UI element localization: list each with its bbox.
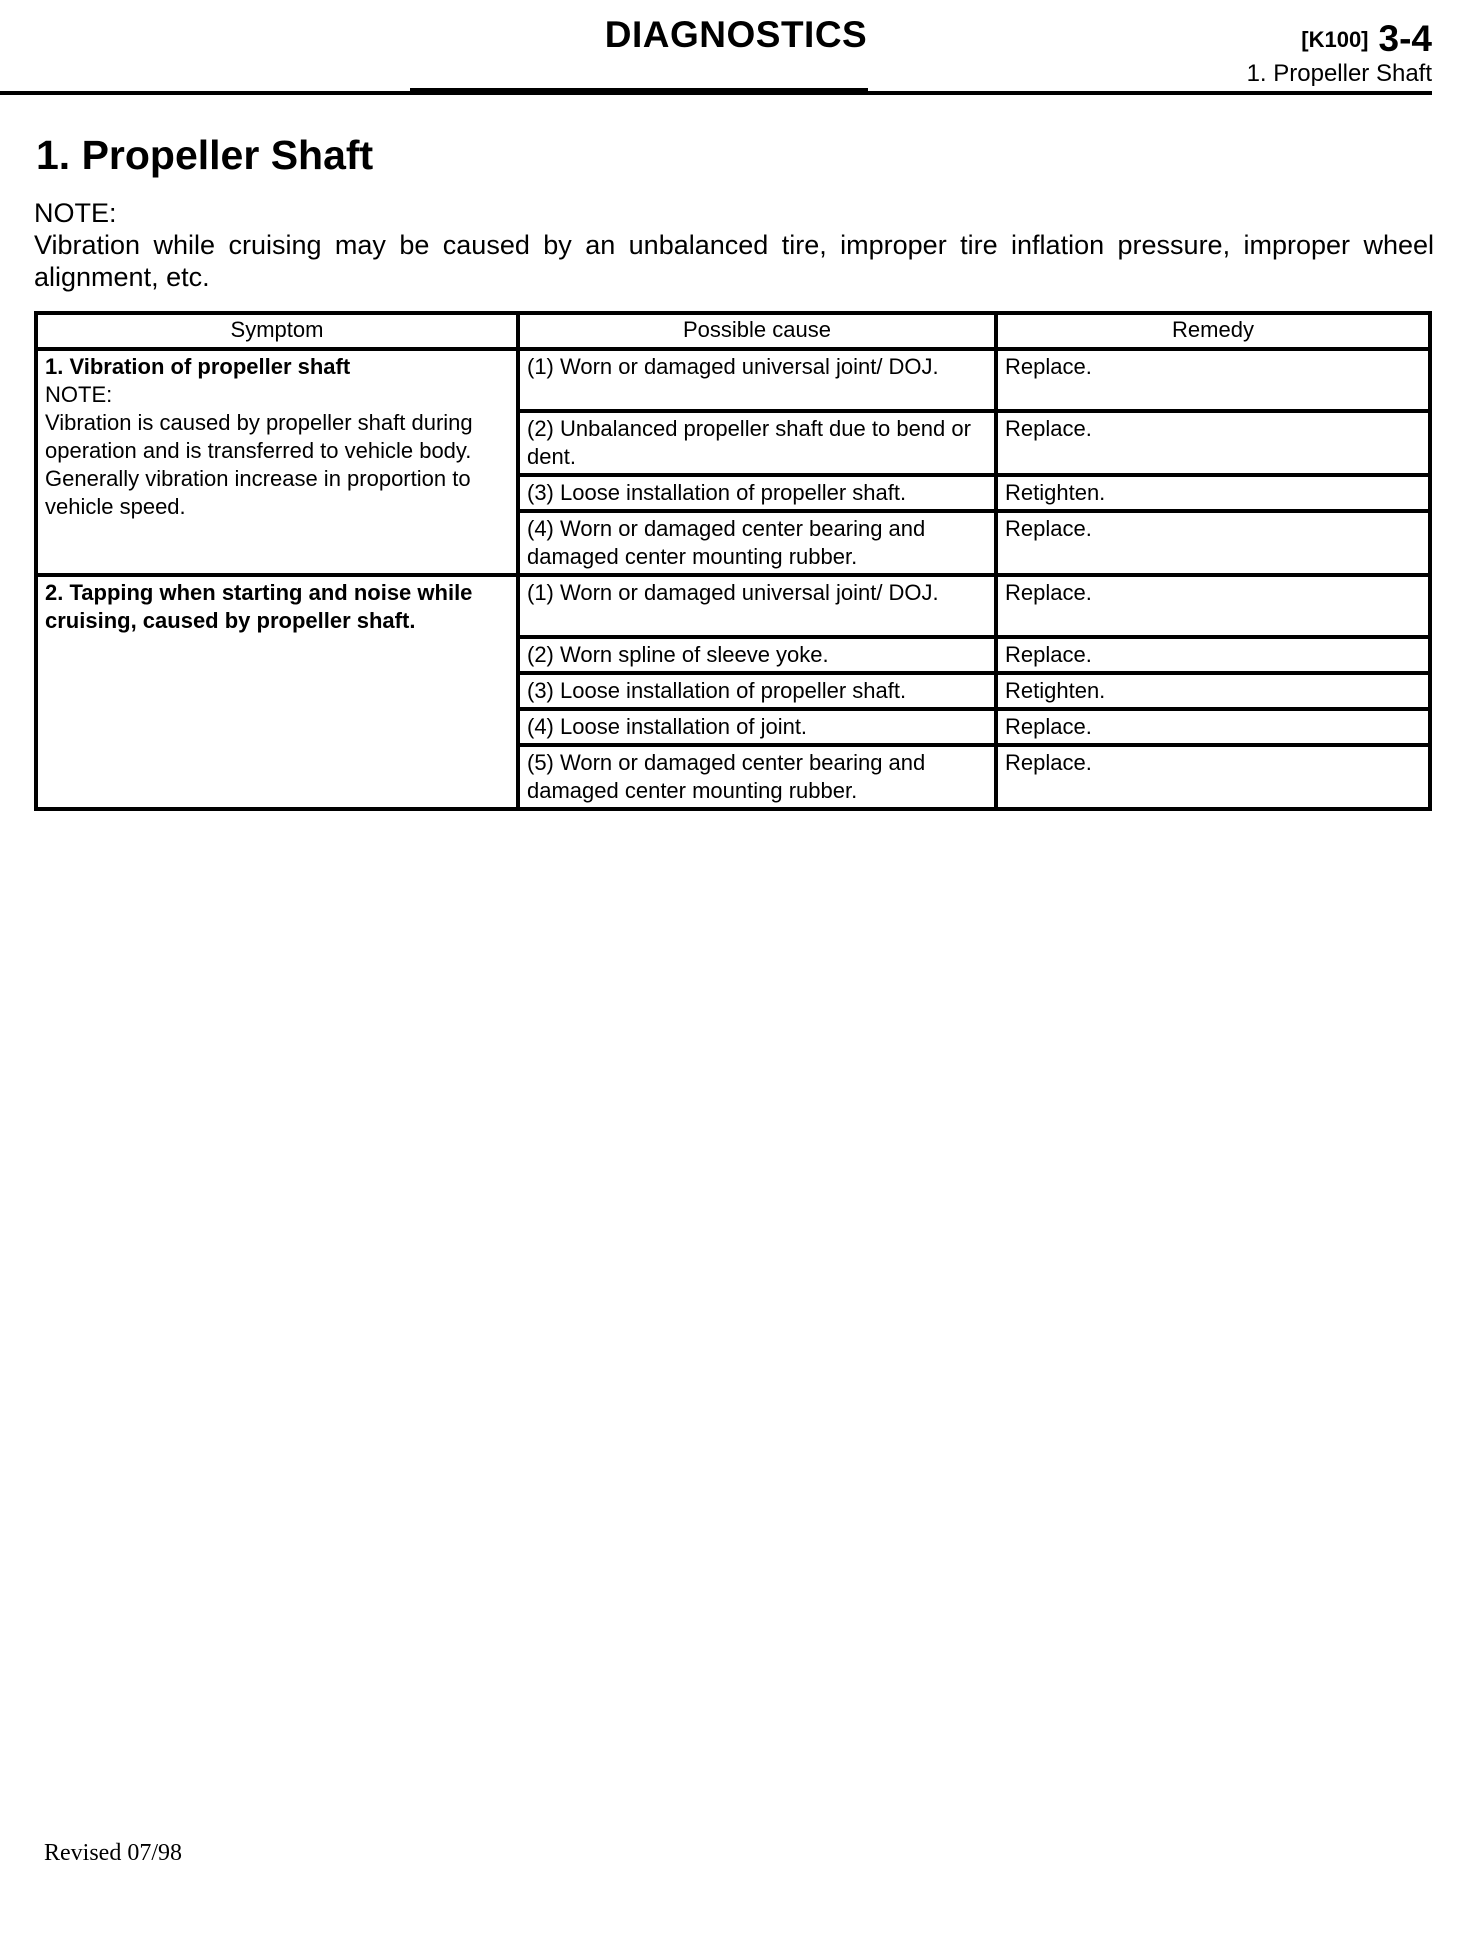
remedy-cell: Retighten.	[996, 673, 1430, 709]
remedy-cell: Replace.	[996, 637, 1430, 673]
cause-header: Possible cause	[518, 313, 996, 349]
cause-cell: (4) Worn or damaged center bearing and damaged center mounting rubber.	[518, 511, 996, 575]
note-label: NOTE:	[34, 198, 117, 228]
remedy-cell: Replace.	[996, 745, 1430, 809]
subsection-label: 1. Propeller Shaft	[1246, 60, 1432, 87]
symptom-note-label: NOTE:	[45, 382, 113, 407]
table-row	[36, 349, 1430, 411]
symptom-header: Symptom	[36, 313, 518, 349]
note-block	[34, 197, 1434, 293]
symptom-cell	[36, 349, 518, 575]
revision-footer: Revised 07/98	[44, 1840, 182, 1866]
note-text: Vibration while cruising may be caused by an unbalanced tire, improper tire inflation pressure, improper wheel alignment, etc.	[34, 230, 1434, 292]
page-number: 3-4	[1378, 18, 1432, 59]
remedy-cell: Replace.	[996, 575, 1430, 637]
remedy-cell: Replace.	[996, 511, 1430, 575]
cause-cell: (4) Loose installation of joint.	[518, 709, 996, 745]
remedy-cell: Replace.	[996, 349, 1430, 411]
page-title: 1. Propeller Shaft	[36, 132, 374, 178]
cause-cell: (1) Worn or damaged universal joint/ DOJ.	[518, 575, 996, 637]
model-code: [K100]	[1301, 27, 1369, 52]
table-row	[36, 575, 1430, 637]
cause-cell: (2) Unbalanced propeller shaft due to bend or dent.	[518, 411, 996, 475]
symptom-title: 1. Vibration of propeller shaft	[45, 354, 351, 379]
cause-cell: (5) Worn or damaged center bearing and damaged center mounting rubber.	[518, 745, 996, 809]
page-code	[1301, 18, 1432, 60]
symptom-cell	[36, 575, 518, 809]
table-header-row	[36, 313, 1430, 349]
remedy-header: Remedy	[996, 313, 1430, 349]
diagnostics-table	[34, 311, 1432, 811]
section-header-title: DIAGNOSTICS	[604, 14, 868, 55]
header-rule-accent	[410, 88, 868, 95]
remedy-cell: Replace.	[996, 709, 1430, 745]
symptom-note: Vibration is caused by propeller shaft during operation and is transferred to vehicle body. Generally vibration increase in proportion to vehicle speed.	[45, 410, 473, 519]
cause-cell: (1) Worn or damaged universal joint/ DOJ.	[518, 349, 996, 411]
remedy-cell: Retighten.	[996, 475, 1430, 511]
symptom-title: 2. Tapping when starting and noise while cruising, caused by propeller shaft.	[45, 580, 473, 633]
remedy-cell: Replace.	[996, 411, 1430, 475]
cause-cell: (3) Loose installation of propeller shaft.	[518, 673, 996, 709]
cause-cell: (3) Loose installation of propeller shaft.	[518, 475, 996, 511]
cause-cell: (2) Worn spline of sleeve yoke.	[518, 637, 996, 673]
